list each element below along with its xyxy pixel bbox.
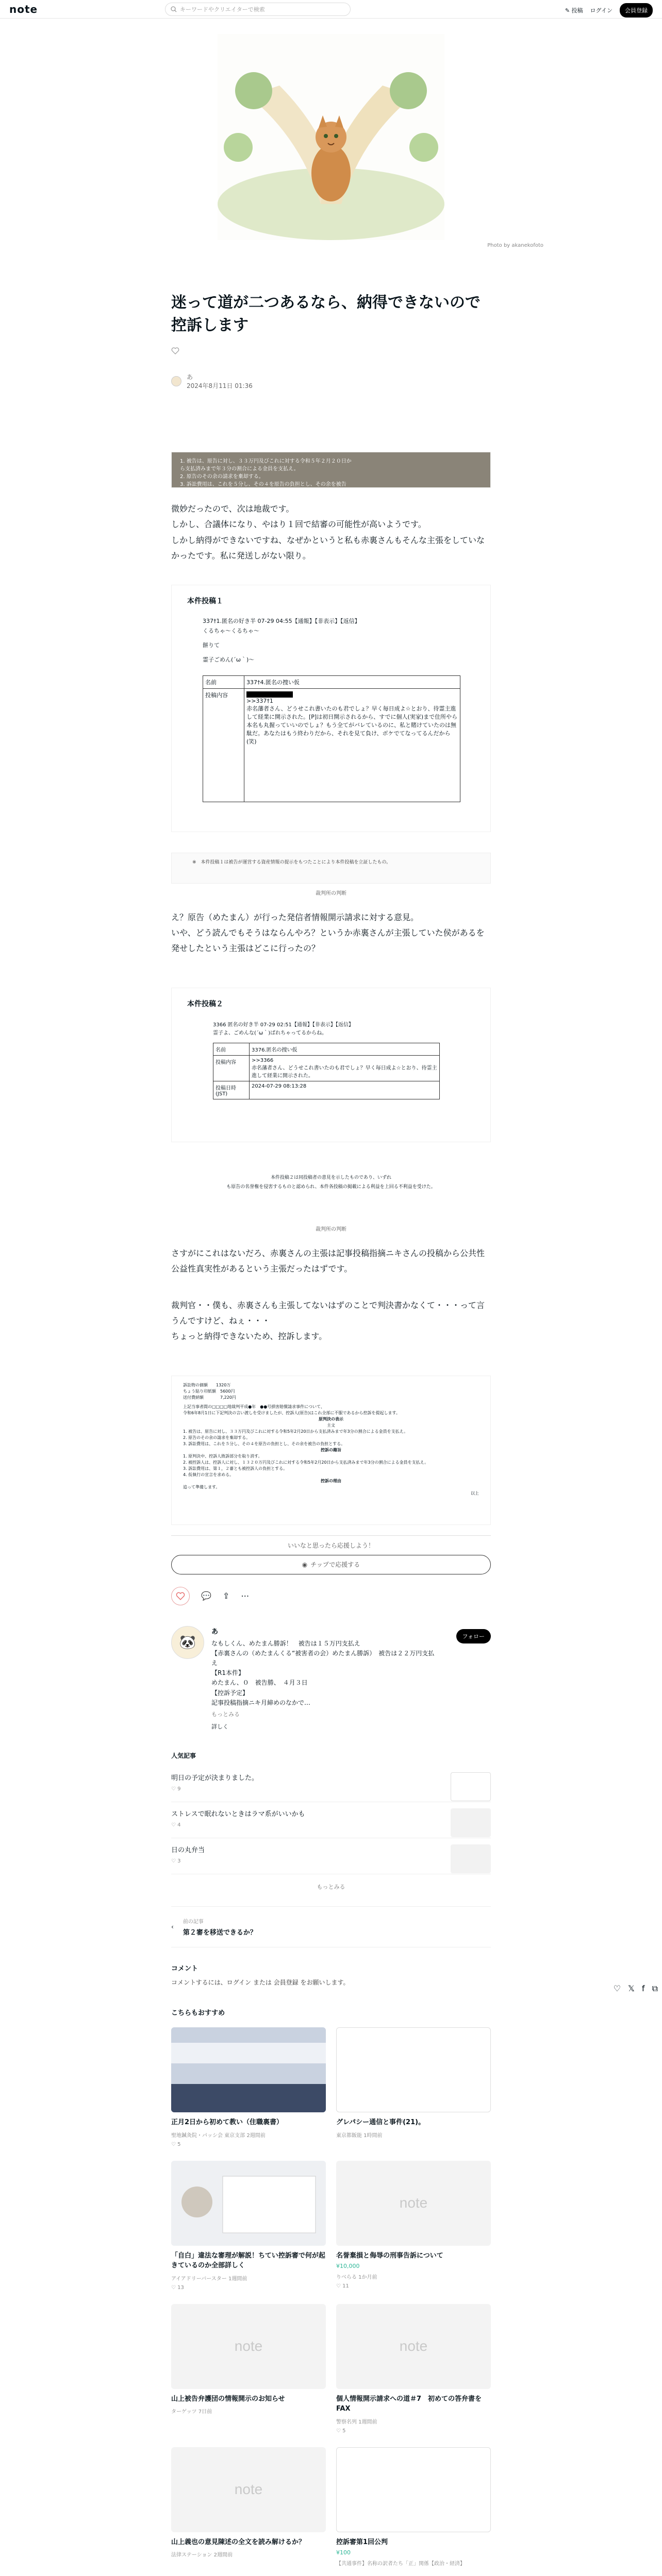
like-count: ♡ 3 [171, 1858, 181, 1864]
author-bio: なもしくん、めたまん勝訴！ 被告は１５万円支払え 【赤裏さんの（めたまんくる“被害者の会）めたまん勝訴） 被告は２２万円支払え 【R1本件】 めたまん、０ 被告勝、 ４月３日 【控訴予定】 記事投稿指摘ニキ月締めのなかで… [211, 1639, 435, 1706]
article-card[interactable] [336, 2027, 491, 2147]
popular-heading: 人気記事 [171, 1752, 196, 1759]
post2-image [171, 988, 491, 1142]
site-header [0, 0, 662, 19]
card-title: 名誉棄損と侮辱の刑事告訴について [336, 2251, 443, 2260]
post1-header: 337†1.匿名の好き半 07-29 04:55【通報】【非表示】【返信】 [203, 617, 360, 624]
post1-table [203, 675, 460, 802]
thumbnail [451, 1844, 491, 1873]
prev-label: 前の記事 [183, 1919, 204, 1925]
card-likes-value: 11 [342, 2283, 349, 2289]
like-count: ♡ 9 [171, 1786, 181, 1792]
table-cell: 337†4.匿名の捜い仮 [244, 675, 460, 688]
comment-icon[interactable]: 💬 [201, 1591, 211, 1601]
card-title: 控訴審第1回公判 [336, 2538, 388, 2546]
card-likes: ♡ 5 [336, 2428, 346, 2434]
doc-line: 以上 [471, 1490, 479, 1496]
thumbnail [451, 1808, 491, 1837]
card-meta: 聖地鍼灸院・パッシ会 東京支部 2週間前 [171, 2132, 266, 2139]
pen-icon: ✎ [565, 7, 570, 14]
article-card[interactable] [336, 2447, 491, 2567]
article-card[interactable] [171, 2027, 326, 2147]
like-count-value: 3 [177, 1858, 181, 1864]
appeal-document-image [171, 1376, 491, 1525]
card-meta: 警察名列 1週間前 [336, 2419, 377, 2425]
like-count-value: 9 [177, 1786, 181, 1792]
doc-line: 4. 仮執行の宣言を求める。 [183, 1472, 234, 1477]
note-placeholder-logo: note [399, 2195, 428, 2211]
logo[interactable]: note [9, 3, 38, 15]
table-cell [250, 1055, 440, 1081]
card-image [171, 2447, 326, 2532]
card-likes: ♡ 5 [171, 2141, 181, 2147]
table-cell: 3376.匿名の捜い仮 [250, 1043, 440, 1055]
post2-label: 本件投稿２ [187, 999, 223, 1008]
card-title: 山上被告弁護団の情報開示のお知らせ [171, 2395, 285, 2403]
recommendations [171, 2007, 491, 2576]
caption-sub: ※ 本件投稿１は被告が運営する資産情報の提示をもつたことにより本件投稿を立証したもの。 [192, 859, 391, 865]
tip-button[interactable] [171, 1555, 491, 1574]
doc-line: 訴訟物の価額 1320万 [183, 1382, 231, 1387]
like-count-value: 4 [177, 1822, 181, 1828]
post1-label: 本件投稿１ [187, 597, 223, 605]
doc-line: 控訴の理由 [321, 1478, 341, 1483]
popular-title: 明日の予定が決まりました。 [171, 1774, 259, 1782]
title-heart-icon[interactable] [171, 347, 491, 357]
doc-line: 3. 訴訟費用は、第１，２審とも被控訴人の負担とする。 [183, 1466, 288, 1471]
like-count: ♡ 4 [171, 1822, 181, 1828]
like-button[interactable] [171, 1587, 190, 1605]
post1-line: 餅りて [203, 642, 220, 649]
ruling-line: 1. 被告は、原告に対し、３３万円及びこれに対する令和５年２月２０日か [180, 459, 352, 464]
signup-button[interactable]: 会員登録 [620, 3, 653, 18]
photo-credit[interactable]: Photo by akanekofoto [487, 243, 543, 248]
heart-icon [176, 1591, 185, 1601]
card-meta: 法律ステーション 2週間前 [171, 2552, 233, 2558]
card-likes: ♡ 11 [336, 2283, 349, 2289]
card-meta: 【共通事件】名称の訳者たち「正」関係【政治・経済】 [336, 2561, 465, 2567]
thumbnail [451, 1772, 491, 1801]
post2-table [213, 1043, 440, 1099]
doc-line: 送付費納額 7,220円 [183, 1395, 236, 1400]
author-avatar[interactable]: 🐼 [171, 1626, 204, 1659]
recommend-grid [171, 2027, 491, 2576]
card-title: 個人情報開示請求への道＃7 初めての答弁書をFAX [336, 2395, 482, 2413]
link-icon[interactable]: ⧉ [652, 1984, 658, 1993]
post1-body: >>337†1 赤名藩者さん、どうせこれ書いたのも君でしょ？早く毎日成よ☆とおり、待霊主進して経業に開示された。[P]は初日開示されるから、すでに個人(実家)まで住所やら本名も丸握っていいのでしょ？もう全てがバレているのに、私と賭けていたのは無駄だ。あなたはもう終わりだから、それを見て負け、ボケでてなってるんだから(笑) [246, 697, 458, 745]
header-actions [565, 3, 653, 18]
post1-subheader: くるちゃ～くるちゃ～ [203, 628, 259, 635]
table-cell [244, 688, 460, 802]
card-image [171, 2161, 326, 2246]
doc-line: 1. 原判決中、控訴人敗訴部分を取り消す。 [183, 1453, 262, 1459]
ruling-line: 2. 原告のその余の請求を棄却する。 [180, 474, 264, 480]
author-name[interactable]: あ [187, 374, 193, 381]
card-image [336, 2304, 491, 2389]
comment-login-prompt[interactable]: コメントするには、ログイン または 会員登録 をお願いします。 [171, 1979, 350, 1986]
popular-more-link[interactable]: もっとみる [317, 1884, 345, 1890]
card-likes-value: 5 [177, 2141, 181, 2147]
paragraph: さすがにこれはないだろ、赤裏さんの主張は記事投稿指摘ニキさんの投稿から公共性公益性真実性があるという主張だったはずです。 [171, 1248, 485, 1274]
avatar[interactable] [171, 376, 181, 386]
sub-link[interactable]: 詳しく [211, 1723, 228, 1730]
note-placeholder-logo: note [234, 2338, 263, 2354]
more-link[interactable]: もっとみる [211, 1711, 240, 1718]
table-cell: 名前 [213, 1043, 250, 1055]
doc-line: 控訴の趣旨 [321, 1447, 341, 1452]
card-price: ¥100 [336, 2549, 351, 2556]
popular-title: ストレスで眠れないときはラマ系がいいかも [171, 1810, 305, 1818]
image-caption: 裁判所の判断 [316, 1226, 346, 1232]
article-actions [171, 1587, 491, 1605]
card-meta: ターゲッツ 7日前 [171, 2409, 212, 2415]
article-card[interactable] [171, 2447, 326, 2567]
list-item[interactable] [171, 1766, 491, 1802]
doc-line: 3. 訴訟費用は、これを５分し、その４を原告の負担とし、その余を被告の負担とする。 [183, 1441, 345, 1446]
crowd-photo [171, 2027, 326, 2112]
post1-line: 霊子ごめん(´ω｀)～ [203, 656, 255, 663]
card-title: 「自白」違法な審理が解説！ちてい控訴審で何が起きているのか全部詳しく [171, 2251, 325, 2269]
tip-section [171, 1535, 491, 1574]
card-image [336, 2161, 491, 2246]
article-card[interactable] [336, 2161, 491, 2291]
doc-line: 追って準備します。 [183, 1484, 220, 1489]
paragraph: 微妙だったので、次は地裁です。 しかし、合議体になり、やはり１回で結審の可能性が高いようです。 しかし納得ができないですね、なぜかというと私も赤裏さんもそんな主張をしていなかったです。私に発送しがない限り。 [171, 504, 485, 561]
caption-image [171, 853, 491, 884]
ruling-image-1 [171, 452, 491, 488]
card-likes-value: 5 [342, 2428, 346, 2434]
card-meta: アイアドリーバースター 1週間前 [171, 2276, 247, 2282]
card-price: ¥10,000 [336, 2263, 360, 2269]
doc-line: 原判決の表示 [319, 1416, 343, 1421]
caption-line: 本件投稿２は同投稿者の意見を示したものであり、いずれ [270, 1175, 391, 1180]
follow-button[interactable]: フォロー [456, 1629, 491, 1643]
card-image [336, 2447, 491, 2532]
prev-article-link[interactable] [171, 1906, 491, 1947]
paragraph: 裁判官・・僕も、赤裏さんも主張してないはずのことで判決書かなくて・・・って言うんですけど、ねぇ・・・ ちょっと納得できないため、控訴します。 [171, 1300, 485, 1342]
doc-line: 上記当事者間の□□□□地裁判平成●年 ●●号損害賠償請求事件について、 [183, 1404, 325, 1409]
list-item[interactable] [171, 1838, 491, 1874]
card-likes-value: 13 [177, 2284, 184, 2291]
post2-header: 3366 匿名の好き半 07-29 02:51【通報】【非表示】【返信】 [213, 1022, 354, 1028]
card-image [171, 2304, 326, 2389]
login-button[interactable]: ログイン [590, 7, 613, 14]
chevron-left-icon: ‹ [171, 1923, 174, 1930]
tip-question: いいなと思ったら応援しよう！ [287, 1541, 374, 1549]
search-icon [171, 6, 177, 12]
note-placeholder-logo: note [399, 2338, 428, 2354]
share-bar [614, 1984, 658, 1994]
post1-image [171, 585, 491, 832]
table-cell: 投稿内容 [203, 688, 244, 802]
table-cell: 投稿日時(JST) [213, 1081, 250, 1099]
tip-icon: ◉ [302, 1561, 308, 1568]
note-placeholder-logo: note [234, 2481, 263, 2497]
doc-line: ちょう貼り印紙額 5600円 [183, 1388, 235, 1394]
caption-line: も原告の名誉権を侵害するものと認められ、本件各投稿の掲載による利益を上回る不利益を受けた。 [226, 1184, 436, 1190]
article-card[interactable] [336, 2304, 491, 2434]
heart-icon[interactable]: ♡ [613, 1984, 621, 1993]
card-likes: ♡ 13 [171, 2284, 184, 2291]
article [171, 292, 491, 2576]
caption-image-2 [171, 1163, 491, 1219]
more-icon[interactable]: ⋯ [241, 1591, 250, 1601]
publish-date: 2024年8月11日 01:36 [187, 382, 253, 389]
share-icon[interactable]: ⇪ [222, 1591, 230, 1601]
paragraph: え？原告（めたまん）が行った発信者情報開示請求に対する意見。 いや、どう読んでもそうはならんやろ？というか赤裏さんが主張していた侯があるを発せしたという主張はどこに行ったの？ [171, 912, 485, 954]
comment-heading: コメント [171, 1965, 198, 1973]
doc-line: 1. 被告は、原告に対し、３３万円及びこれに対する令和5年2月20日から支払済みまで年3分の割合による金員を支払え。 [183, 1429, 408, 1434]
hero-image [0, 19, 662, 256]
x-icon[interactable]: 𝕏 [628, 1984, 635, 1993]
table-cell: 2024-07-29 08:13:28 [250, 1081, 440, 1099]
doc-line: 令和6年8月1日に下記判決の言い渡しを受けましたが、控訴人(原告)はこれ全部に不服であるから控訴を提起します。 [183, 1410, 400, 1415]
article-card[interactable] [171, 2161, 326, 2291]
author-name[interactable]: あ [211, 1628, 219, 1636]
facebook-icon[interactable]: f [641, 1984, 645, 1993]
post-button[interactable] [565, 6, 583, 14]
recommend-heading: こちらもおすすめ [171, 2009, 225, 2017]
search-input[interactable] [165, 3, 351, 16]
prev-title: 第２審を移送できるか？ [183, 1929, 257, 1937]
ruling-line: 3. 訴訟費用は、これを５分し、その４を原告の負担とし、その余を被告 [180, 482, 346, 487]
comment-section [171, 1963, 491, 1987]
card-image [171, 2027, 326, 2112]
doc-line: 主文 [327, 1422, 335, 1428]
card-meta: りべらる 1か月前 [336, 2275, 377, 2280]
card-title: 正月2日から初めて教い（住職裏書） [171, 2119, 284, 2126]
post2-sub: 霊子よ、ごめんな(´ω｀)ばれちゃってるからね。 [213, 1030, 327, 1036]
cat-road-illustration [218, 34, 444, 240]
popular-articles [171, 1751, 491, 1891]
author-meta [171, 372, 491, 390]
image-caption: 裁判所の判断 [316, 890, 346, 896]
whiteboard-photo [171, 2161, 326, 2246]
table-cell: 名前 [203, 675, 244, 688]
card-meta: 東京都飯能 1時間前 [336, 2132, 383, 2139]
doc-line: 2. 原告のその余の請求を棄却する。 [183, 1435, 251, 1440]
search-placeholder: キーワードやクリエイターで検索 [180, 6, 265, 13]
tip-button-label: チップで応援する [310, 1561, 360, 1569]
card-title: グレパシー通信と事件(21)。 [336, 2119, 425, 2126]
popular-title: 日の丸弁当 [171, 1846, 205, 1854]
card-image [336, 2027, 491, 2112]
ruling-line: ら支払済みまで年３分の割合による金員を支払え。 [180, 466, 299, 472]
list-item[interactable] [171, 1802, 491, 1838]
table-cell: 投稿内容 [213, 1055, 250, 1081]
author-card [171, 1626, 491, 1731]
doc-line: 2. 被控訴人は、控訴人に対し、１３２０万円及びこれに対する令和5年2月20日から支払済みまで年3分の割合による金員を支払え。 [183, 1460, 429, 1465]
article-card[interactable] [171, 2304, 326, 2434]
article-title: 迷って道が二つあるなら、納得できないので控訴します [171, 294, 481, 334]
redaction [246, 691, 293, 698]
post2-body: >>3366 赤名藩者さん、どうせこれ書いたのも君でしょ？早く毎日成よ☆とおり、待霊主進して経業に開示された。 [252, 1057, 437, 1079]
post-label: 投稿 [571, 7, 583, 14]
card-title: 山上義也の意見陳述の全文を読み解けるか？ [171, 2538, 306, 2546]
